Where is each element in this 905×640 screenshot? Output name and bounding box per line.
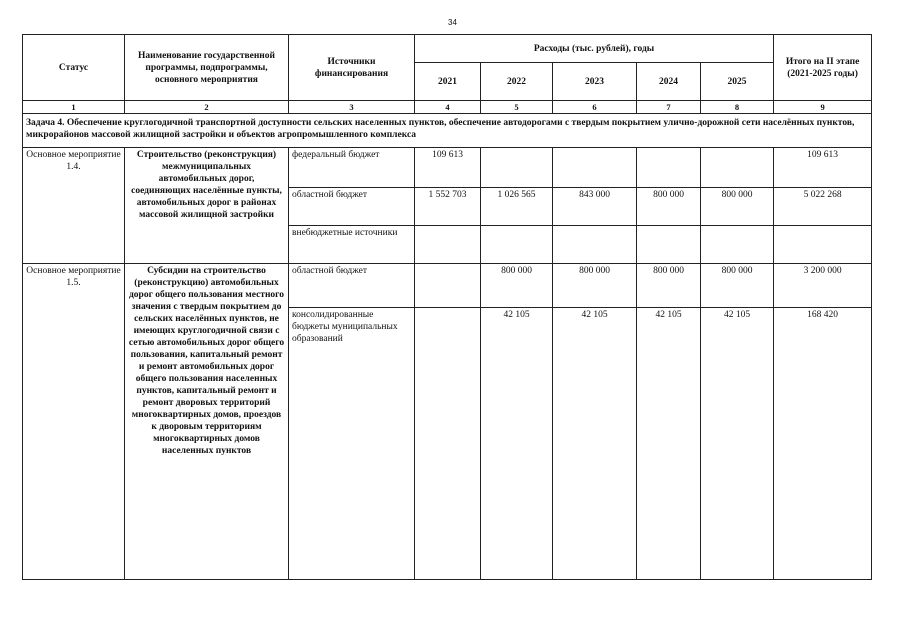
value-cell — [637, 226, 701, 264]
funding-source: консолидированные бюджеты муниципальных образований — [289, 308, 415, 580]
value-cell: 800 000 — [481, 264, 553, 308]
column-number: 8 — [701, 101, 774, 114]
expenses-table — [22, 34, 872, 580]
header-year: 2021 — [415, 63, 481, 101]
value-cell — [701, 226, 774, 264]
value-cell: 800 000 — [701, 188, 774, 226]
header-year: 2024 — [637, 63, 701, 101]
column-number: 2 — [125, 101, 289, 114]
header-year: 2025 — [701, 63, 774, 101]
value-cell: 109 613 — [415, 148, 481, 188]
value-cell: 800 000 — [637, 264, 701, 308]
header-expenses: Расходы (тыс. рублей), годы — [415, 35, 774, 63]
column-number: 3 — [289, 101, 415, 114]
total-cell — [774, 226, 872, 264]
header-status: Статус — [23, 35, 125, 101]
header-name: Наименование государственной программы, подпрограммы, основного мероприятия — [125, 35, 289, 101]
funding-source: областной бюджет — [289, 188, 415, 226]
value-cell — [553, 148, 637, 188]
funding-source: внебюджетные источники — [289, 226, 415, 264]
total-cell: 168 420 — [774, 308, 872, 580]
header-total: Итого на II этапе (2021-2025 годы) — [774, 35, 872, 101]
funding-source: федеральный бюджет — [289, 148, 415, 188]
value-cell — [553, 226, 637, 264]
value-cell — [415, 264, 481, 308]
measure-status: Основное мероприятие 1.5. — [23, 264, 125, 580]
task-row: Задача 4. Обеспечение круглогодичной транспортной доступности сельских населенных пунктов, обеспечение автодорогами с твердым покрытием улично-дорожной сети населённых пунктов, микрорайонов массовой жилищной застройки и объектов агропромышленного комплекса — [23, 114, 872, 148]
value-cell: 42 105 — [481, 308, 553, 580]
value-cell: 800 000 — [701, 264, 774, 308]
value-cell — [481, 226, 553, 264]
value-cell: 42 105 — [553, 308, 637, 580]
column-number: 1 — [23, 101, 125, 114]
page-number: 34 — [448, 18, 457, 27]
value-cell — [701, 148, 774, 188]
value-cell: 1 026 565 — [481, 188, 553, 226]
value-cell — [415, 308, 481, 580]
column-number: 9 — [774, 101, 872, 114]
column-number: 7 — [637, 101, 701, 114]
value-cell: 800 000 — [637, 188, 701, 226]
value-cell — [481, 148, 553, 188]
value-cell — [637, 148, 701, 188]
header-sources: Источники финансирования — [289, 35, 415, 101]
total-cell: 3 200 000 — [774, 264, 872, 308]
total-cell: 5 022 268 — [774, 188, 872, 226]
total-cell: 109 613 — [774, 148, 872, 188]
value-cell: 843 000 — [553, 188, 637, 226]
value-cell — [415, 226, 481, 264]
value-cell: 800 000 — [553, 264, 637, 308]
column-number: 4 — [415, 101, 481, 114]
column-number: 5 — [481, 101, 553, 114]
value-cell: 42 105 — [701, 308, 774, 580]
header-year: 2022 — [481, 63, 553, 101]
column-number: 6 — [553, 101, 637, 114]
measure-name: Строительство (реконструкция) межмуниципальных автомобильных дорог, соединяющих населённые пункты, автомобильных дорог в районах массовой жилищной застройки — [125, 148, 289, 264]
value-cell: 42 105 — [637, 308, 701, 580]
measure-status: Основное мероприятие 1.4. — [23, 148, 125, 264]
funding-source: областной бюджет — [289, 264, 415, 308]
header-year: 2023 — [553, 63, 637, 101]
value-cell: 1 552 703 — [415, 188, 481, 226]
measure-name: Субсидии на строительство (реконструкцию) автомобильных дорог общего пользования местного значения с твердым покрытием до сельских населённых пунктов, не имеющих круглогодичной связи с сетью автомобильных дорог общего пользования, капитальный ремонт и ремонт автомобильных дорог общего пользования населенных пунктов, капитальный ремонт и ремонт дворовых территорий многоквартирных домов, проездов к дворовым территориям многоквартирных домов населенных пунктов — [125, 264, 289, 580]
